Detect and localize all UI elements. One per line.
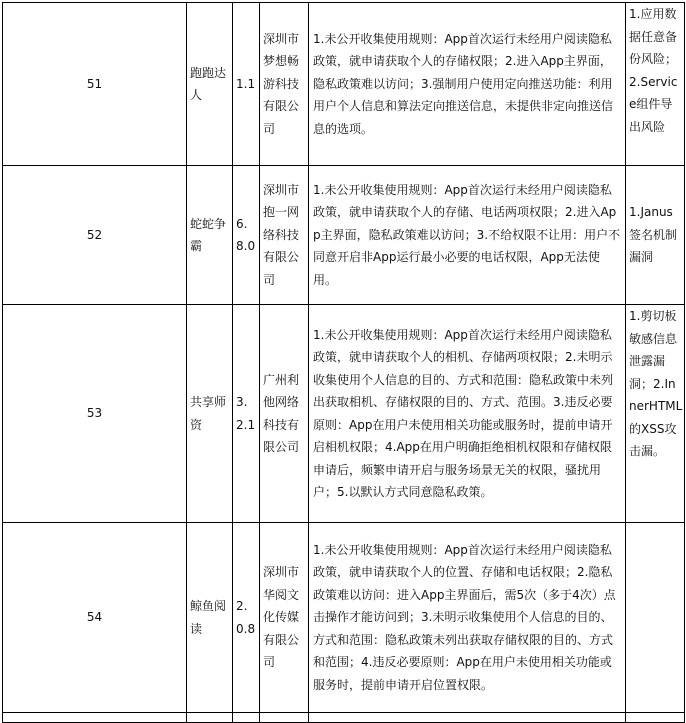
app-name: 蛇蛇争霸 bbox=[187, 166, 233, 305]
security-risks: 1.Janus签名机制漏洞 bbox=[626, 166, 685, 305]
app-name: 跑跑达人 bbox=[187, 3, 233, 166]
row-number: 54 bbox=[3, 523, 187, 713]
developer-name: 深圳市华阅文化传媒有限公司 bbox=[260, 523, 309, 713]
table-row bbox=[3, 523, 685, 713]
issues-description: 1.未公开收集使用规则：App首次运行未经用户阅读隐私政策，就申请获取个人的位置、存储和电话权限；2.隐私政策难以访问：进入App主界面后，需5次（多于4次）点击操作才能访问到；3.未明示收集使用个人信息的目的、方式和范围：隐私政策未列出获取存储权限的目的、方式和范围；4.违反必要原则：App在用户未使用相关功能或服务时，提前申请开启位置权限。 bbox=[309, 523, 626, 713]
issues-description: 1.未公开收集使用规则：App首次运行未经用户阅读隐私政策，就申请获取个人的存储权限；2.进入App主界面，隐私政策难以访问；3.强制用户使用定向推送功能：利用用户个人信息和算法定向推送信息，未提供非定向推送信息的选项。 bbox=[309, 3, 626, 166]
app-version: 1.1 bbox=[233, 3, 260, 166]
app-version: 6.8.0 bbox=[233, 166, 260, 305]
table-row bbox=[3, 305, 685, 523]
issues-description: 1.未公开收集使用规则：App首次运行未经用户阅读隐私政策，就申请获取个人的存储、电话两项权限；2.进入App主界面，隐私政策难以访问；3.不给权限不让用：用户不同意开启非App运行最小必要的电话权限，App无法使用。 bbox=[309, 166, 626, 305]
app-inspection-table bbox=[2, 2, 685, 723]
app-version: 2.0.8 bbox=[233, 523, 260, 713]
security-risks: 1.剪切板敏感信息泄露漏洞；2.InnerHTML的XSS攻击漏。 bbox=[626, 305, 685, 523]
app-version: 3.2.1 bbox=[233, 305, 260, 523]
app-name: 鲸鱼阅读 bbox=[187, 523, 233, 713]
row-number: 53 bbox=[3, 305, 187, 523]
developer-name: 广州利他网络科技有限公司 bbox=[260, 305, 309, 523]
issues-description: 1.未公开收集使用规则：App首次运行未经用户阅读隐私政策，就申请获取个人的相机、存储两项权限；2.未明示收集使用个人信息的目的、方式和范围：隐私政策中未列出获取相机、存储权限的目的、方式、范围。3.违反必要原则：App在用户未使用相关功能或服务时，提前申请开启相机权限；4.App在用户明确拒绝相机权限和存储权限申请后，频繁申请开启与服务场景无关的权限，骚扰用户；5.以默认方式同意隐私政策。 bbox=[309, 305, 626, 523]
developer-name: 深圳市梦想畅游科技有限公司 bbox=[260, 3, 309, 166]
row-number: 52 bbox=[3, 166, 187, 305]
table-row bbox=[3, 3, 685, 166]
table-row bbox=[3, 166, 685, 305]
security-risks bbox=[626, 523, 685, 713]
row-number: 51 bbox=[3, 3, 187, 166]
developer-name: 深圳市抱一网络科技有限公司 bbox=[260, 166, 309, 305]
app-name: 共享师资 bbox=[187, 305, 233, 523]
security-risks: 1.应用数据任意备份风险；2.Service组件导出风险 bbox=[626, 3, 685, 166]
